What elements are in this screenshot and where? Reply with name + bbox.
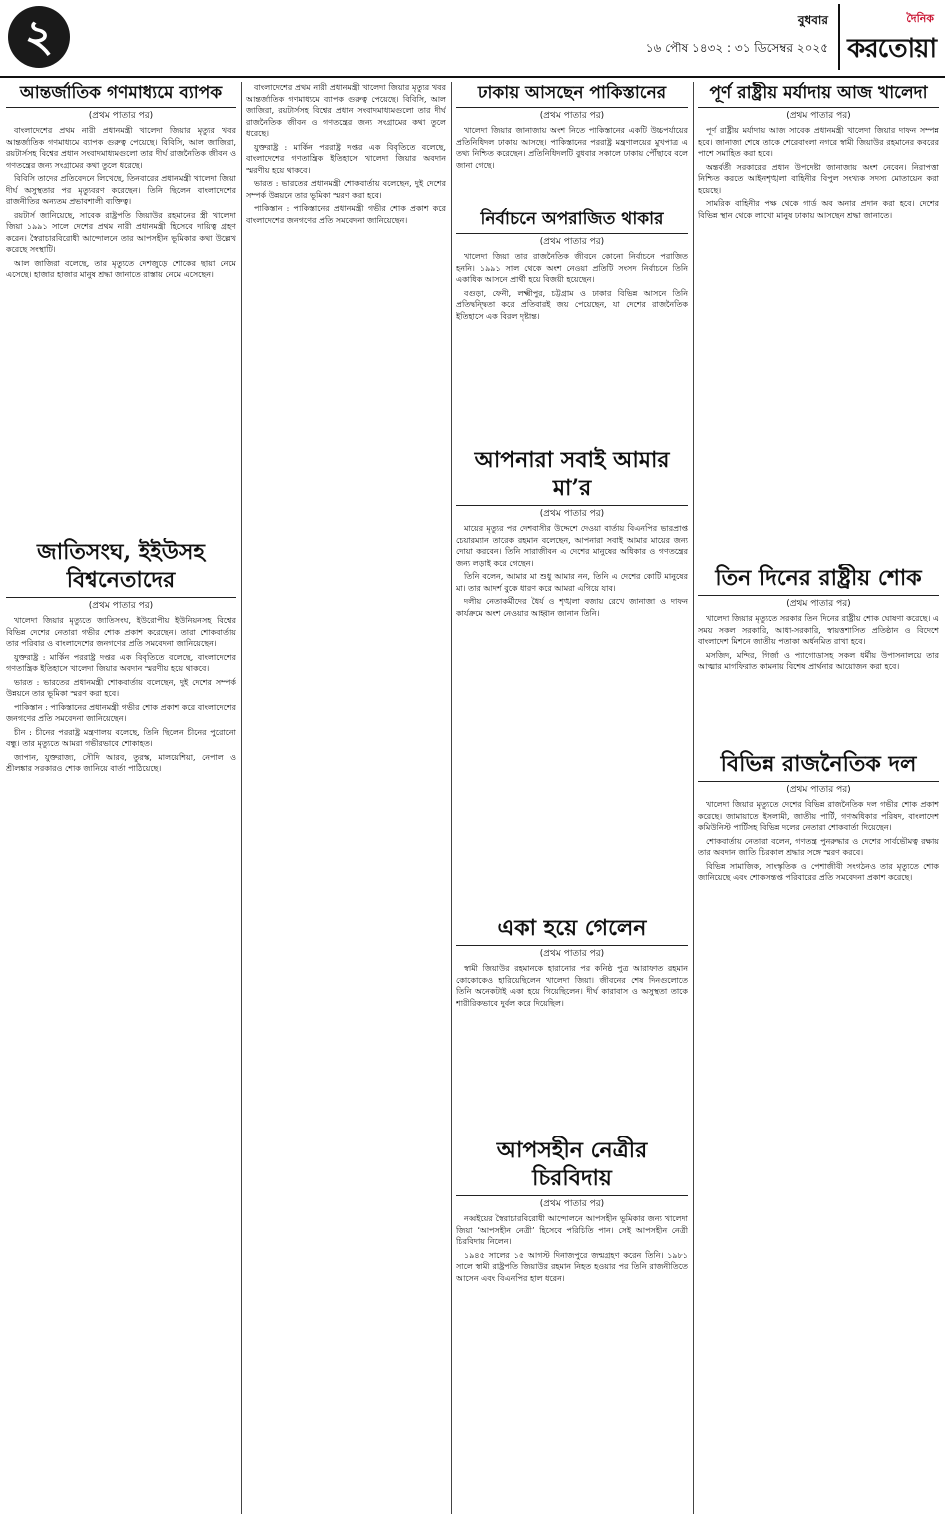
paragraph: পূর্ণ রাষ্ট্রীয় মর্যাদায় আজ সাবেক প্রধানমন্ত্রী খালেদা জিয়ার দাফন সম্পন্ন হবে। জানাজা শেষে তাকে শেরেবাংলা নগরে স্বামী জিয়াউর রহমানের কবরের পাশে সমাহিত করা হবে। <box>698 126 939 158</box>
paragraph: মায়ের মৃত্যুর পর দেশবাসীর উদ্দেশে দেওয়া বার্তায় বিএনপির ভারপ্রাপ্ত চেয়ারম্যান তারেক রহমান বলেছেন, আপনারা সবাই আমার মায়ের জন্য দোয়া করবেন। তিনি সারাজীবন এ দেশের মানুষের অধিকার ও গণতন্ত্রের জন্য লড়াই করে গেছেন। <box>456 524 688 568</box>
article-unbeaten <box>456 208 688 440</box>
paragraph: বিভিন্ন সামাজিক, সাংস্কৃতিক ও পেশাজীবী সংগঠনও তার মৃত্যুতে শোক জানিয়েছে এবং শোকসন্তপ্ত পরিবারের প্রতি সমবেদনা প্রকাশ করেছে। <box>698 861 939 882</box>
header-rule <box>0 76 945 78</box>
kicker: (প্রথম পাতার পর) <box>786 599 851 609</box>
paragraph: যুক্তরাষ্ট্র : মার্কিন পররাষ্ট্র দপ্তর এক বিবৃতিতে বলেছে, বাংলাদেশের গণতান্ত্রিক ইতিহাসে খালেদা জিয়ার অবদান স্মরণীয় হয়ে থাকবে। <box>6 652 236 673</box>
headline: আপসহীন নেত্রীর চিরবিদায় <box>456 1136 688 1196</box>
article-body <box>456 1213 688 1284</box>
paragraph: পাকিস্তান : পাকিস্তানের প্রধানমন্ত্রী গভীর শোক প্রকাশ করে বাংলাদেশের জনগণের প্রতি সমবেদনা জানিয়েছেন। <box>6 702 236 723</box>
page-header <box>0 0 945 74</box>
kicker: (প্রথম পাতার পর) <box>539 949 605 959</box>
article-body <box>6 125 236 281</box>
paragraph: খালেদা জিয়ার মৃত্যুতে দেশের বিভিন্ন রাজনৈতিক দল গভীর শোক প্রকাশ করেছে। জামায়াতে ইসলামী, জাতীয় পার্টি, গণঅধিকার পরিষদ, বাংলাদেশ কমিউনিস্ট পার্টিসহ বিভিন্ন দলের নেতারা শোকবার্তা দিয়েছেন। <box>698 800 939 832</box>
paragraph: ভারত : ভারতের প্রধানমন্ত্রী শোকবার্তায় বলেছেন, দুই দেশের সম্পর্ক উন্নয়নে তার ভূমিকা স্মরণ করা হবে। <box>246 179 446 200</box>
paragraph: ১৯৪৫ সালের ১৫ আগস্ট দিনাজপুরে জন্মগ্রহণ করেন তিনি। ১৯৮১ সালে স্বামী রাষ্ট্রপতি জিয়াউর রহমান নিহত হওয়ার পর তিনি রাজনীতিতে আসেন এবং বিএনপির হাল ধরেন। <box>456 1250 688 1283</box>
article-uncompromising <box>456 1136 688 1513</box>
article-body <box>456 963 688 1009</box>
headline: আপনারা সবাই আমার মা’র <box>456 446 688 506</box>
masthead-logo <box>838 4 940 70</box>
article-state-honour <box>698 82 939 558</box>
paragraph: যুক্তরাষ্ট্র : মার্কিন পররাষ্ট্র দপ্তর এক বিবৃতিতে বলেছে, বাংলাদেশের গণতান্ত্রিক ইতিহাসে খালেদা জিয়ার অবদান স্মরণীয় হয়ে থাকবে। <box>246 142 446 175</box>
headline: পূর্ণ রাষ্ট্রীয় মর্যাদায় আজ খালেদা <box>698 82 939 108</box>
paragraph: খালেদা জিয়ার জানাজায় অংশ নিতে পাকিস্তানের একটি উচ্চপর্যায়ের প্রতিনিধিদল ঢাকায় আসছে। পাকিস্তানের পররাষ্ট্র মন্ত্রণালয়ের মুখপাত্র এ তথ্য নিশ্চিত করেছেন। প্রতিনিধিদলটি বুধবার সকালে ঢাকায় পৌঁছাবে বলে জানা গেছে। <box>456 126 688 170</box>
column-divider <box>693 82 694 1514</box>
headline: নির্বাচনে অপরাজিত থাকার <box>456 208 688 234</box>
headline: জাতিসংঘ, ইইউসহ বিশ্বনেতাদের <box>6 538 236 598</box>
article-un-continued <box>246 82 446 1513</box>
paragraph: বাংলাদেশের প্রথম নারী প্রধানমন্ত্রী খালেদা জিয়ার মৃত্যুর খবর আন্তর্জাতিক গণমাধ্যমে ব্যাপক গুরুত্ব পেয়েছে। বিবিসি, আল জাজিরা, রয়টার্সসহ বিশ্বের প্রধান সংবাদমাধ্যমগুলো তার দীর্ঘ রাজনৈতিক জীবন ও গণতন্ত্রের জন্য সংগ্রামের কথা তুলে ধরেছে। <box>246 83 446 138</box>
article-parties <box>698 750 939 1513</box>
paragraph: নব্বইয়ের স্বৈরাচারবিরোধী আন্দোলনে আপসহীন ভূমিকার জন্য খালেদা জিয়া ‘আপসহীন নেত্রী’ হিসেবে পরিচিতি পান। সেই আপসহীন নেত্রী চিরবিদায় নিলেন। <box>456 1214 688 1246</box>
paragraph: স্বামী জিয়াউর রহমানকে হারানোর পর কনিষ্ঠ পুত্র আরাফাত রহমান কোকোকেও হারিয়েছিলেন খালেদা জিয়া। জীবনের শেষ দিনগুলোতে তিনি অনেকটাই একা হয়ে গিয়েছিলেন। দীর্ঘ কারাবাস ও অসুস্থতা তাকে শারীরিকভাবে দুর্বল করে দিয়েছিল। <box>456 964 688 1008</box>
paragraph: অন্তর্বর্তী সরকারের প্রধান উপদেষ্টা জানাজায় অংশ নেবেন। নিরাপত্তা নিশ্চিত করতে আইনশৃঙ্খলা বাহিনীর বিপুল সংখ্যক সদস্য মোতায়েন করা হয়েছে। <box>698 162 939 195</box>
kicker: (প্রথম পাতার পর) <box>786 785 851 795</box>
paragraph: রয়টার্স জানিয়েছে, সাবেক রাষ্ট্রপতি জিয়াউর রহমানের স্ত্রী খালেদা জিয়া ১৯৯১ সালে দেশের প্রথম নারী প্রধানমন্ত্রী হিসেবে দায়িত্ব গ্রহণ করেন। স্বৈরাচারবিরোধী আন্দোলনে তার আপসহীন ভূমিকার কথা উল্লেখ করেছে সংস্থাটি। <box>6 210 236 254</box>
paragraph: জাপান, যুক্তরাজ্য, সৌদি আরব, তুরস্ক, মালয়েশিয়া, নেপাল ও শ্রীলঙ্কার সরকারও শোক জানিয়ে বার্তা পাঠিয়েছে। <box>6 752 236 773</box>
article-body <box>698 799 939 884</box>
masthead-top: দৈনিক <box>906 12 934 25</box>
dateline: ১৬ পৌষ ১৪৩২ : ৩১ ডিসেম্বর ২০২৫ <box>645 41 828 55</box>
paragraph: আল জাজিরা বলেছে, তার মৃত্যুতে দেশজুড়ে শোকের ছায়া নেমে এসেছে। হাজার হাজার মানুষ শ্রদ্ধা জানাতে রাস্তায় নেমে এসেছেন। <box>6 258 236 279</box>
article-body <box>456 125 688 171</box>
article-body <box>456 251 688 322</box>
article-body <box>698 125 939 221</box>
kicker: (প্রথম পাতার পর) <box>539 1199 605 1209</box>
kicker: (প্রথম পাতার পর) <box>539 237 605 247</box>
article-body <box>456 523 688 619</box>
article-international <box>6 82 236 530</box>
headline: তিন দিনের রাষ্ট্রীয় শোক <box>698 564 939 596</box>
page-number: ২ <box>8 6 70 68</box>
kicker: (প্রথম পাতার পর) <box>539 111 605 121</box>
column-divider <box>451 82 452 1514</box>
headline: ঢাকায় আসছেন পাকিস্তানের <box>456 82 688 108</box>
paragraph: খালেদা জিয়ার মৃত্যুতে সরকার তিন দিনের রাষ্ট্রীয় শোক ঘোষণা করেছে। এ সময় সকল সরকারি, আধা-সরকারি, স্বায়ত্তশাসিত প্রতিষ্ঠান ও বিদেশে বাংলাদেশ মিশনে জাতীয় পতাকা অর্ধনমিত রাখা হবে। <box>698 614 939 646</box>
paragraph: তিনি বলেন, আমার মা শুধু আমার নন, তিনি এ দেশের কোটি মানুষের মা। তার আদর্শ বুকে ধারণ করে আমরা এগিয়ে যাব। <box>456 572 688 593</box>
headline: আন্তর্জাতিক গণমাধ্যমে ব্যাপক <box>6 82 236 108</box>
article-body <box>6 615 236 775</box>
paragraph: বগুড়া, ফেনী, লক্ষ্মীপুর, চট্টগ্রাম ও ঢাকার বিভিন্ন আসনে তিনি প্রতিদ্বন্দ্বিতা করে প্রতিবারই জয় পেয়েছেন, যা দেশের রাজনৈতিক ইতিহাসে এক বিরল দৃষ্টান্ত। <box>456 288 688 321</box>
paragraph: দলীয় নেতাকর্মীদের ধৈর্য ও শৃঙ্খলা বজায় রেখে জানাজা ও দাফন কার্যক্রমে অংশ নেওয়ার আহ্বান জানান তিনি। <box>456 597 688 618</box>
kicker: (প্রথম পাতার পর) <box>539 509 605 519</box>
article-together <box>456 914 688 1130</box>
paragraph: চীন : চীনের পররাষ্ট্র মন্ত্রণালয় বলেছে, তিনি ছিলেন চীনের পুরোনো বন্ধু। তার মৃত্যুতে আমরা গভীরভাবে শোকাহত। <box>6 727 236 748</box>
paragraph: সামরিক বাহিনীর পক্ষ থেকে গার্ড অব অনার প্রদান করা হবে। দেশের বিভিন্ন স্থান থেকে লাখো মানুষ ঢাকায় আসছেন শ্রদ্ধা জানাতে। <box>698 199 939 220</box>
paragraph: মসজিদ, মন্দির, গির্জা ও প্যাগোডাসহ সকল ধর্মীয় উপাসনালয়ে তার আত্মার মাগফিরাত কামনায় বিশেষ প্রার্থনার আয়োজন করা হবে। <box>698 650 939 671</box>
column-divider <box>241 82 242 1514</box>
paragraph: বাংলাদেশের প্রথম নারী প্রধানমন্ত্রী খালেদা জিয়ার মৃত্যুর খবর আন্তর্জাতিক গণমাধ্যমে ব্যাপক গুরুত্ব পেয়েছে। বিবিসি, আল জাজিরা, রয়টার্সসহ বিশ্বের প্রধান সংবাদমাধ্যমগুলো তার দীর্ঘ রাজনৈতিক জীবন ও গণতন্ত্রের জন্য সংগ্রামের কথা তুলে ধরেছে। <box>6 126 236 170</box>
weekday: বুধবার <box>797 13 828 27</box>
paragraph: খালেদা জিয়া তার রাজনৈতিক জীবনে কোনো নির্বাচনে পরাজিত হননি। ১৯৯১ সাল থেকে অংশ নেওয়া প্রতিটি সংসদ নির্বাচনে তিনি একাধিক আসনে প্রার্থী হয়ে বিজয়ী হয়েছেন। <box>456 252 688 284</box>
article-pakistan <box>456 82 688 202</box>
kicker: (প্রথম পাতার পর) <box>88 111 154 121</box>
kicker: (প্রথম পাতার পর) <box>88 601 154 611</box>
article-un <box>6 538 236 1513</box>
paragraph: বিবিসি তাদের প্রতিবেদনে লিখেছে, তিনবারের প্রধানমন্ত্রী খালেদা জিয়া দীর্ঘ অসুস্থতার পর মৃত্যুবরণ করেছেন। তিনি ছিলেন বাংলাদেশের রাজনীতির অন্যতম প্রভাবশালী ব্যক্তিত্ব। <box>6 174 236 206</box>
paragraph: পাকিস্তান : পাকিস্তানের প্রধানমন্ত্রী গভীর শোক প্রকাশ করে বাংলাদেশের জনগণের প্রতি সমবেদনা জানিয়েছেন। <box>246 204 446 225</box>
paragraph: ভারত : ভারতের প্রধানমন্ত্রী শোকবার্তায় বলেছেন, দুই দেশের সম্পর্ক উন্নয়নে তার ভূমিকা স্মরণ করা হবে। <box>6 677 236 698</box>
headline: একা হয়ে গেলেন <box>456 914 688 946</box>
article-mourning <box>698 564 939 744</box>
masthead-name: করতোয়া <box>847 34 936 64</box>
article-body <box>698 613 939 673</box>
kicker: (প্রথম পাতার পর) <box>786 111 851 121</box>
paragraph: শোকবার্তায় নেতারা বলেন, গণতন্ত্র পুনরুদ্ধার ও দেশের সার্বভৌমত্ব রক্ষায় তার অবদান জাতি চিরকাল শ্রদ্ধার সঙ্গে স্মরণ করবে। <box>698 836 939 857</box>
headline: বিভিন্ন রাজনৈতিক দল <box>698 750 939 782</box>
paragraph: খালেদা জিয়ার মৃত্যুতে জাতিসংঘ, ইউরোপীয় ইউনিয়নসহ বিশ্বের বিভিন্ন দেশের নেতারা গভীর শোক প্রকাশ করেছেন। তারা শোকবার্তায় তার পরিবার ও বাংলাদেশের জনগণের প্রতি সমবেদনা জানিয়েছেন। <box>6 616 236 648</box>
article-mother <box>456 446 688 908</box>
article-body <box>246 82 446 228</box>
